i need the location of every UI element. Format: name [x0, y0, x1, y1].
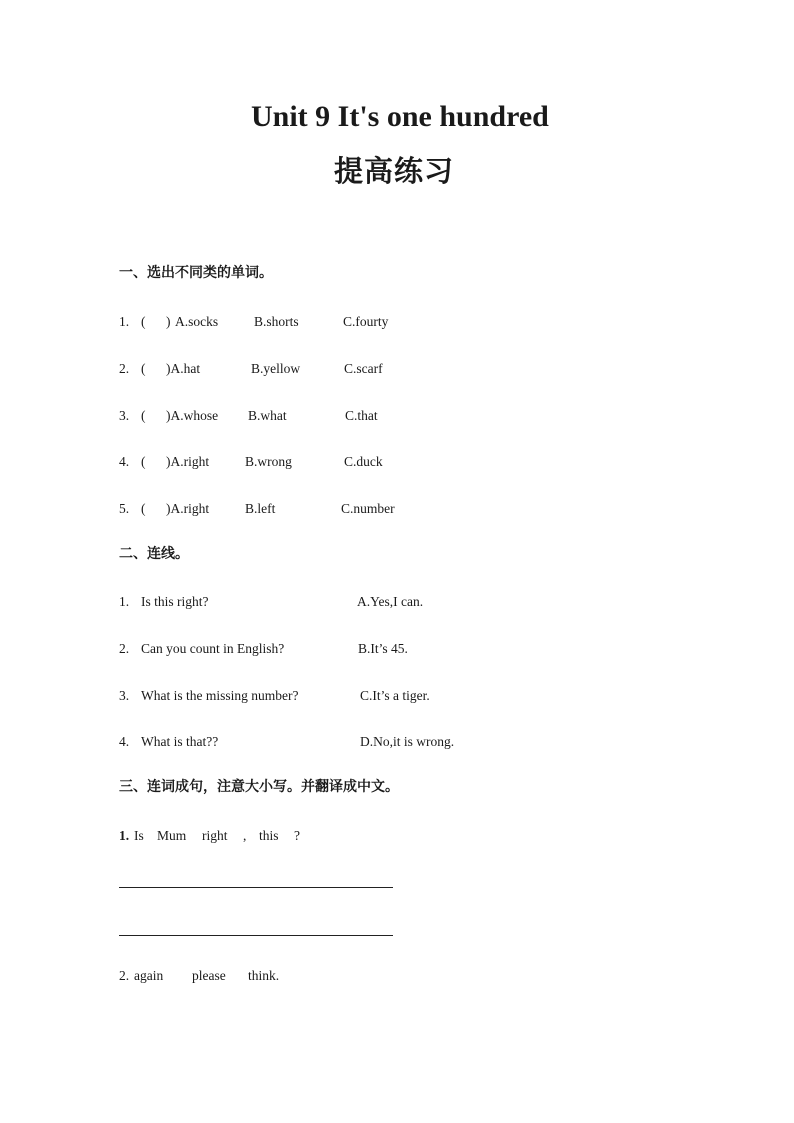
question-number: 2. — [119, 361, 130, 376]
option-c: C.duck — [344, 454, 383, 469]
page-title: Unit 9 It's one hundred — [251, 100, 549, 133]
matching-question: Is this right? — [141, 594, 209, 609]
word-token: please — [192, 968, 226, 983]
option-a: )A.whose — [166, 408, 219, 423]
answer-paren: ( — [141, 314, 146, 329]
question-number: 3. — [119, 688, 130, 703]
option-c: C.that — [345, 408, 378, 423]
word-token: Is — [134, 828, 144, 843]
matching-answer: D.No,it is wrong. — [360, 734, 455, 749]
word-token: again — [134, 968, 164, 983]
answer-paren-close: ) — [166, 314, 171, 329]
matching-question: Can you count in English? — [141, 641, 285, 656]
answer-paren: ( — [141, 408, 146, 423]
option-b: B.left — [245, 501, 276, 516]
question-number: 1. — [119, 594, 130, 609]
matching-answer: A.Yes,I can. — [357, 594, 424, 609]
section-heading: 三、连词成句，注意大小写。并翻译成中文。 — [119, 779, 399, 795]
option-a: )A.right — [166, 501, 210, 516]
option-c: C.scarf — [344, 361, 383, 376]
option-b: B.wrong — [245, 454, 292, 469]
question-number: 1. — [119, 828, 130, 843]
word-token: , — [243, 828, 247, 843]
answer-line — [119, 887, 393, 888]
section-heading: 二、连线。 — [119, 546, 189, 562]
option-b: B.what — [248, 408, 287, 423]
question-number: 4. — [119, 454, 130, 469]
word-token: ? — [294, 828, 300, 843]
word-token: think. — [248, 968, 280, 983]
matching-answer: C.It’s a tiger. — [360, 688, 430, 703]
section-heading: 一、选出不同类的单词。 — [119, 265, 273, 281]
page-subtitle: 提高练习 — [334, 154, 455, 188]
word-token: this — [259, 828, 279, 843]
question-number: 4. — [119, 734, 130, 749]
matching-question: What is that?? — [141, 734, 219, 749]
answer-paren: ( — [141, 501, 146, 516]
matching-question: What is the missing number? — [141, 688, 299, 703]
answer-paren: ( — [141, 361, 146, 376]
option-b: B.yellow — [251, 361, 301, 376]
word-token: Mum — [157, 828, 187, 843]
option-a: A.socks — [175, 314, 219, 329]
option-b: B.shorts — [254, 314, 299, 329]
question-number: 5. — [119, 501, 130, 516]
option-c: C.fourty — [343, 314, 389, 329]
word-token: right — [202, 828, 228, 843]
matching-answer: B.It’s 45. — [358, 641, 408, 656]
question-number: 2. — [119, 968, 130, 983]
answer-paren: ( — [141, 454, 146, 469]
question-number: 3. — [119, 408, 130, 423]
answer-line — [119, 935, 393, 936]
option-a: )A.right — [166, 454, 210, 469]
question-number: 2. — [119, 641, 130, 656]
option-a: )A.hat — [166, 361, 201, 376]
option-c: C.number — [341, 501, 395, 516]
question-number: 1. — [119, 314, 130, 329]
